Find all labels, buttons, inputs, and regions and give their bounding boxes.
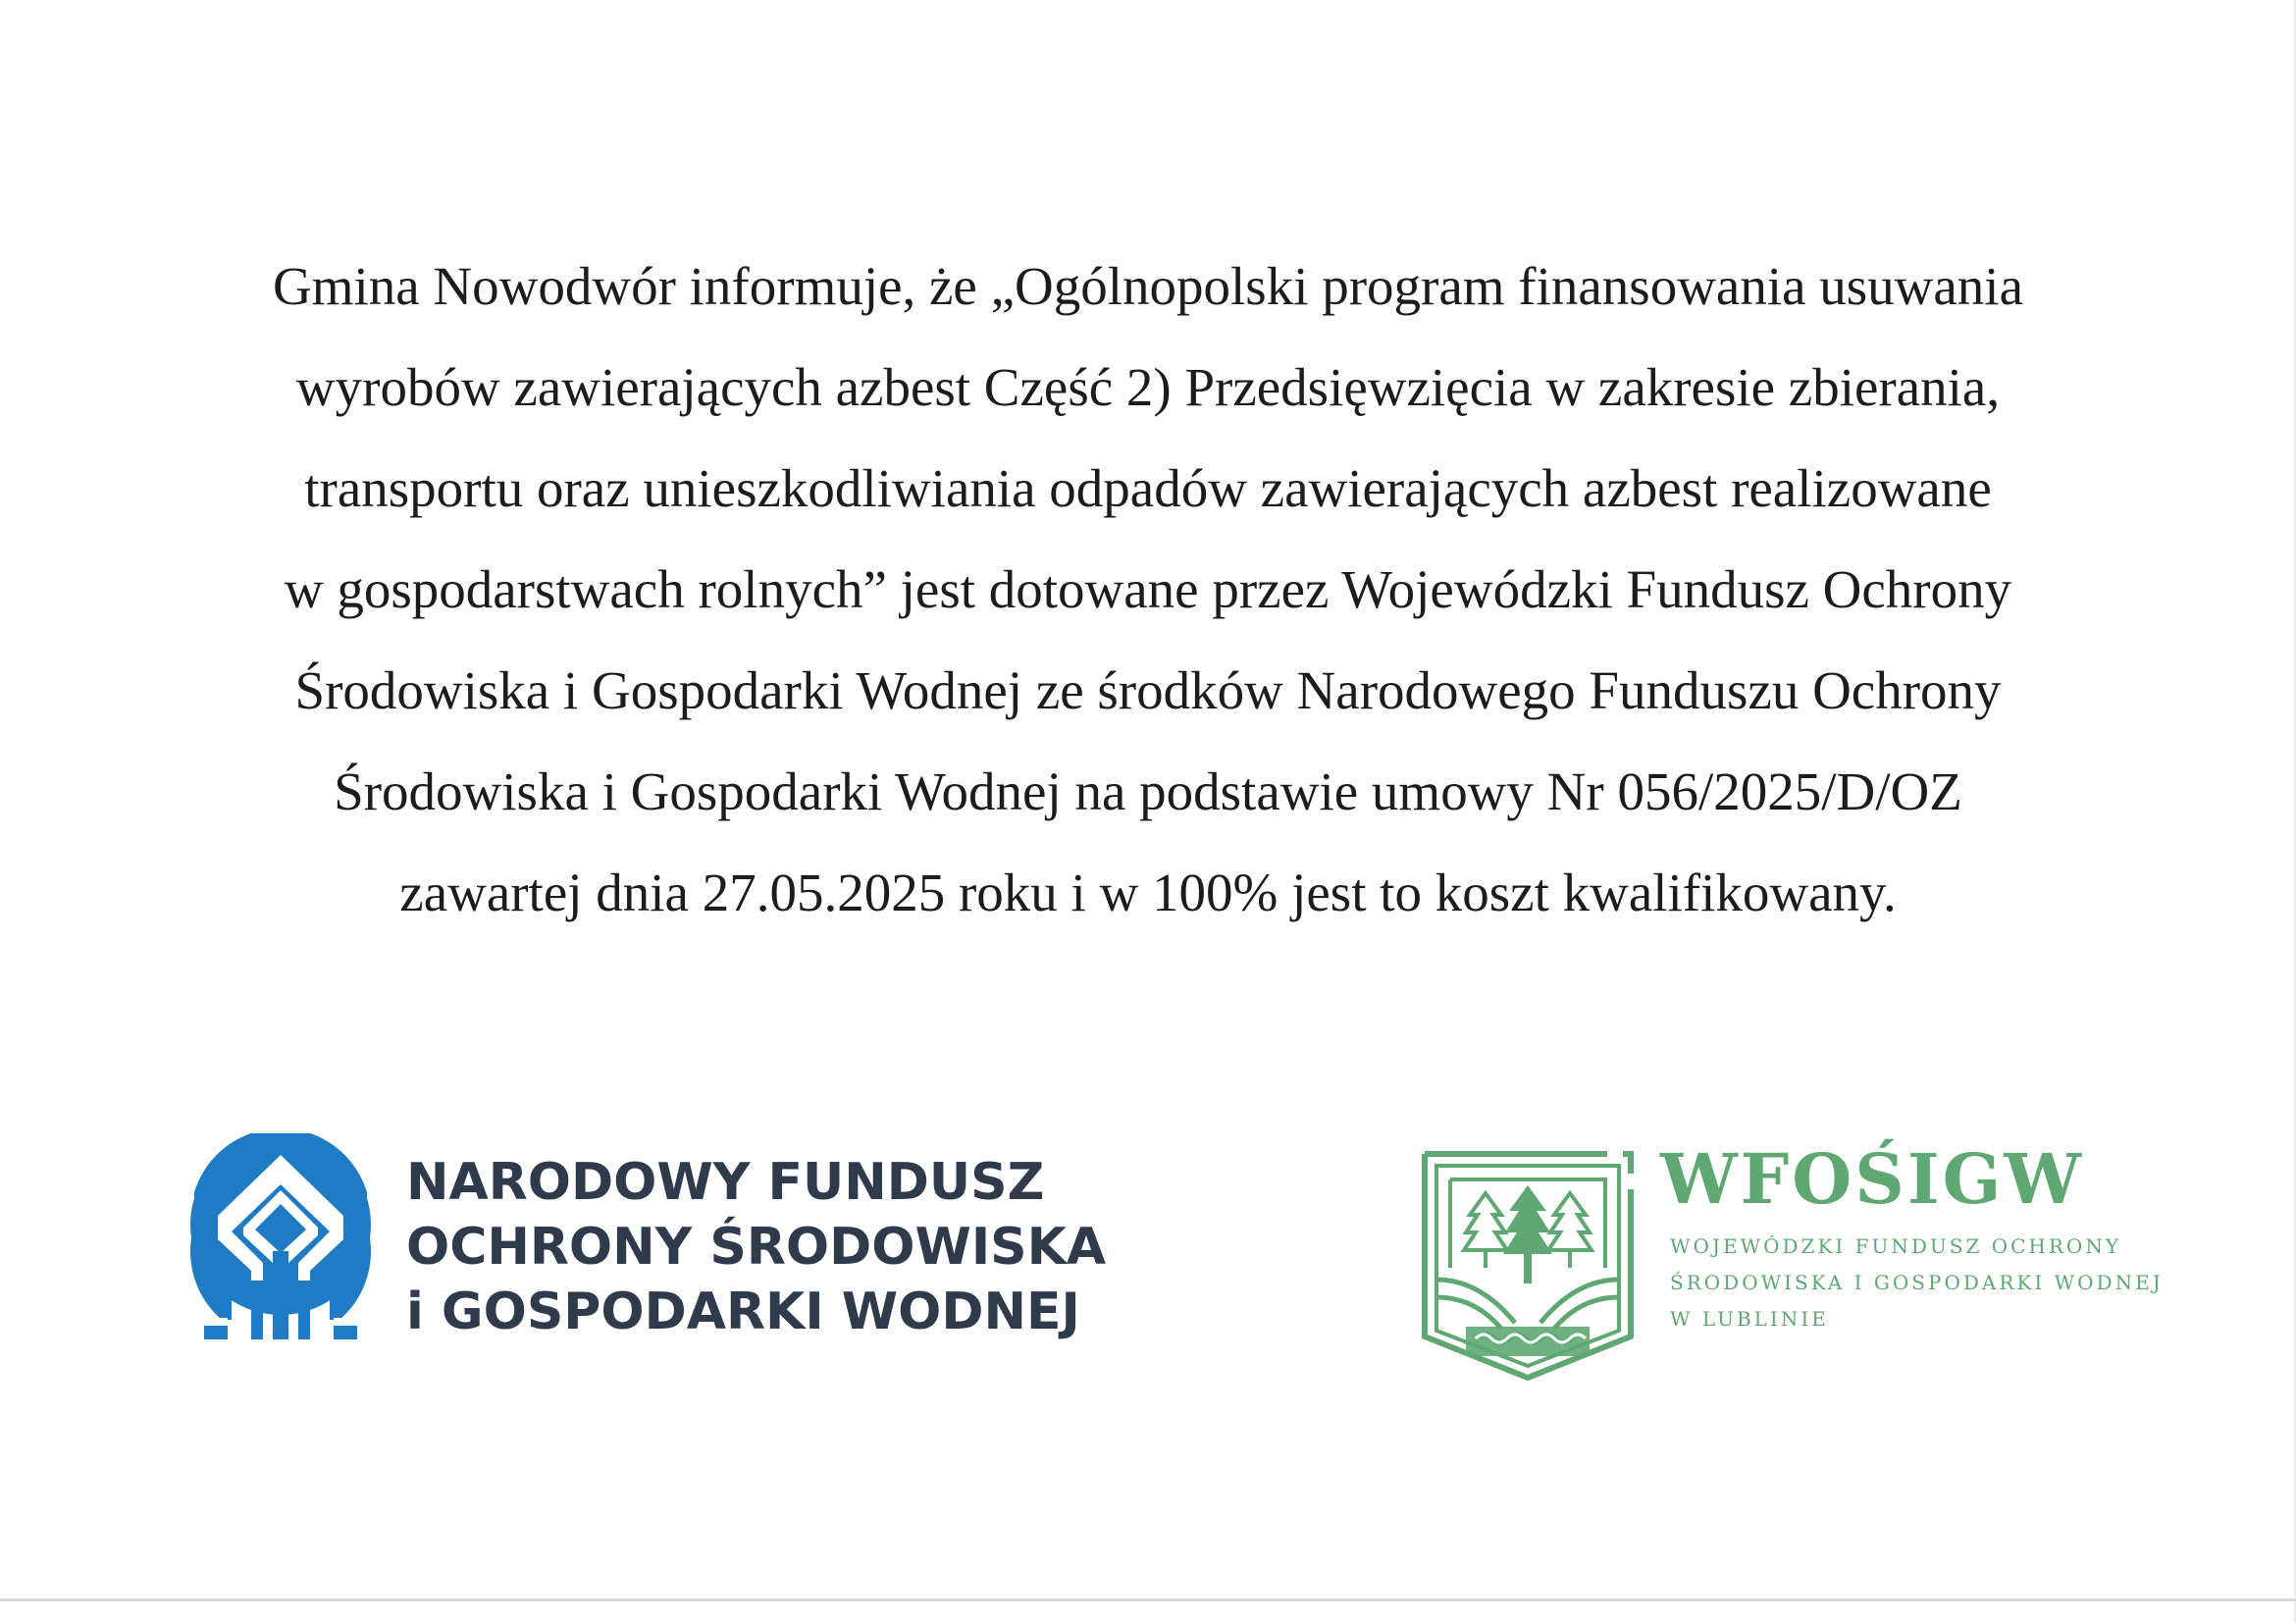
nfosigw-name-line: i GOSPODARKI WODNEJ bbox=[406, 1283, 1080, 1341]
nfosigw-name bbox=[406, 1150, 1106, 1344]
notice-paragraph bbox=[157, 236, 2139, 943]
notice-line: Gmina Nowodwór informuje, że „Ogólnopolski program finansowania usuwania bbox=[272, 256, 2024, 316]
wfosigw-shield-icon bbox=[1421, 1150, 1635, 1382]
wfosigw-name-line: ŚRODOWISKA I GOSPODARKI WODNEJ bbox=[1670, 1271, 2164, 1294]
notice-line: wyrobów zawierających azbest Część 2) Przedsięwzięcia w zakresie zbierania, bbox=[295, 357, 2001, 417]
wfosigw-name-line: W LUBLINIE bbox=[1670, 1307, 1829, 1331]
wfosigw-name-line: WOJEWÓDZKI FUNDUSZ OCHRONY bbox=[1670, 1234, 2122, 1258]
wfosigw-acronym: WFOŚIGW bbox=[1660, 1138, 2084, 1220]
scan-edge-bottom bbox=[0, 1598, 2296, 1601]
notice-line: Środowiska i Gospodarki Wodnej ze środków Narodowego Funduszu Ochrony bbox=[294, 660, 2002, 720]
notice-line: transportu oraz unieszkodliwiania odpadów zawierających azbest realizowane bbox=[304, 458, 1992, 518]
nfosigw-name-line: OCHRONY ŚRODOWISKA bbox=[406, 1218, 1107, 1277]
notice-line: w gospodarstwach rolnych” jest dotowane przez Wojewódzki Fundusz Ochrony bbox=[284, 559, 2012, 619]
notice-line: zawartej dnia 27.05.2025 roku i w 100% jest to koszt kwalifikowany. bbox=[399, 863, 1897, 922]
wfosigw-name bbox=[1670, 1229, 2164, 1337]
nfosigw-emblem-icon bbox=[183, 1133, 379, 1339]
notice-line: Środowiska i Gospodarki Wodnej na podstawie umowy Nr 056/2025/D/OZ bbox=[334, 761, 1962, 821]
nfosigw-name-line: NARODOWY FUNDUSZ bbox=[406, 1153, 1045, 1212]
